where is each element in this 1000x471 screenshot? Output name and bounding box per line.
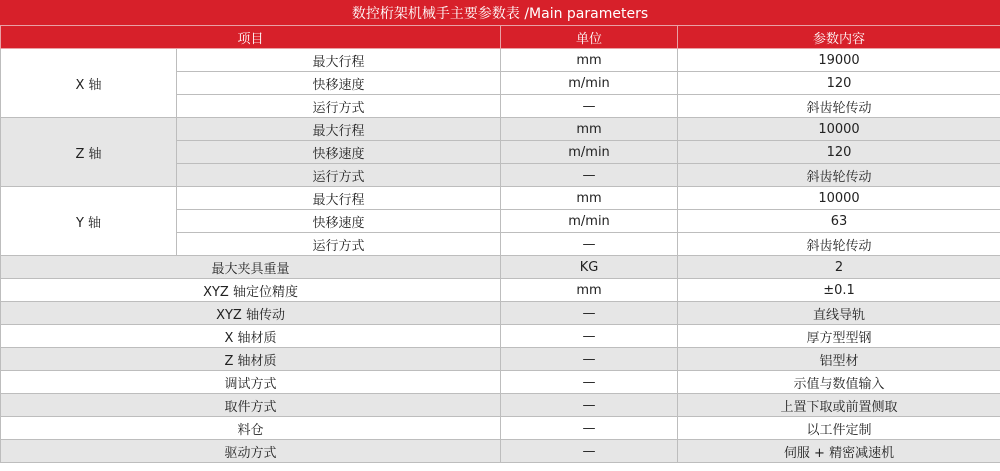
- table-row: [1, 417, 1000, 440]
- param-value: 直线导轨: [678, 302, 1000, 325]
- group-label-y-axis: Y 轴: [1, 187, 177, 256]
- table-row: [1, 256, 1000, 279]
- param-name: 最大行程: [177, 118, 501, 141]
- param-value: 以工件定制: [678, 417, 1000, 440]
- param-unit: KG: [501, 256, 678, 279]
- param-value: 厚方型型钢: [678, 325, 1000, 348]
- item-name: XYZ 轴定位精度: [1, 279, 501, 302]
- param-unit: —: [501, 164, 678, 187]
- table-row: [1, 440, 1000, 463]
- param-value: 示值与数值输入: [678, 371, 1000, 394]
- param-value: ±0.1: [678, 279, 1000, 302]
- table-row: [1, 371, 1000, 394]
- param-unit: m/min: [501, 210, 678, 233]
- table-row: [1, 394, 1000, 417]
- param-unit: —: [501, 348, 678, 371]
- item-name: 料仓: [1, 417, 501, 440]
- param-value: 19000: [678, 49, 1000, 72]
- item-name: Z 轴材质: [1, 348, 501, 371]
- table-row: [1, 118, 1000, 141]
- param-unit: —: [501, 371, 678, 394]
- param-value: 伺服 + 精密减速机: [678, 440, 1000, 463]
- param-unit: —: [501, 417, 678, 440]
- item-name: XYZ 轴传动: [1, 302, 501, 325]
- item-name: 取件方式: [1, 394, 501, 417]
- param-name: 运行方式: [177, 233, 501, 256]
- item-name: X 轴材质: [1, 325, 501, 348]
- group-label-x-axis: X 轴: [1, 49, 177, 118]
- table-row: [1, 279, 1000, 302]
- param-unit: m/min: [501, 141, 678, 164]
- table-row: [1, 325, 1000, 348]
- param-value: 10000: [678, 187, 1000, 210]
- header-item: 项目: [1, 26, 501, 49]
- param-unit: —: [501, 440, 678, 463]
- param-unit: mm: [501, 49, 678, 72]
- param-name: 快移速度: [177, 141, 501, 164]
- param-value: 斜齿轮传动: [678, 95, 1000, 118]
- param-unit: mm: [501, 187, 678, 210]
- param-value: 铝型材: [678, 348, 1000, 371]
- param-name: 最大行程: [177, 187, 501, 210]
- param-value: 斜齿轮传动: [678, 164, 1000, 187]
- item-name: 驱动方式: [1, 440, 501, 463]
- header-row: [1, 26, 1000, 49]
- param-unit: mm: [501, 279, 678, 302]
- param-unit: —: [501, 95, 678, 118]
- param-unit: —: [501, 233, 678, 256]
- param-unit: —: [501, 394, 678, 417]
- param-value: 斜齿轮传动: [678, 233, 1000, 256]
- param-name: 快移速度: [177, 210, 501, 233]
- param-value: 上置下取或前置侧取: [678, 394, 1000, 417]
- param-unit: —: [501, 302, 678, 325]
- parameters-table: [0, 25, 1000, 463]
- param-value: 10000: [678, 118, 1000, 141]
- item-name: 调试方式: [1, 371, 501, 394]
- param-value: 120: [678, 72, 1000, 95]
- header-unit: 单位: [501, 26, 678, 49]
- param-name: 最大行程: [177, 49, 501, 72]
- param-value: 120: [678, 141, 1000, 164]
- param-unit: mm: [501, 118, 678, 141]
- table-row: [1, 49, 1000, 72]
- param-name: 快移速度: [177, 72, 501, 95]
- param-name: 运行方式: [177, 95, 501, 118]
- param-unit: —: [501, 325, 678, 348]
- param-value: 2: [678, 256, 1000, 279]
- table-row: [1, 348, 1000, 371]
- header-value: 参数内容: [678, 26, 1000, 49]
- param-unit: m/min: [501, 72, 678, 95]
- table-row: [1, 187, 1000, 210]
- table-row: [1, 302, 1000, 325]
- item-name: 最大夹具重量: [1, 256, 501, 279]
- group-label-z-axis: Z 轴: [1, 118, 177, 187]
- table-title: 数控桁架机械手主要参数表 /Main parameters: [0, 0, 1000, 25]
- param-name: 运行方式: [177, 164, 501, 187]
- param-value: 63: [678, 210, 1000, 233]
